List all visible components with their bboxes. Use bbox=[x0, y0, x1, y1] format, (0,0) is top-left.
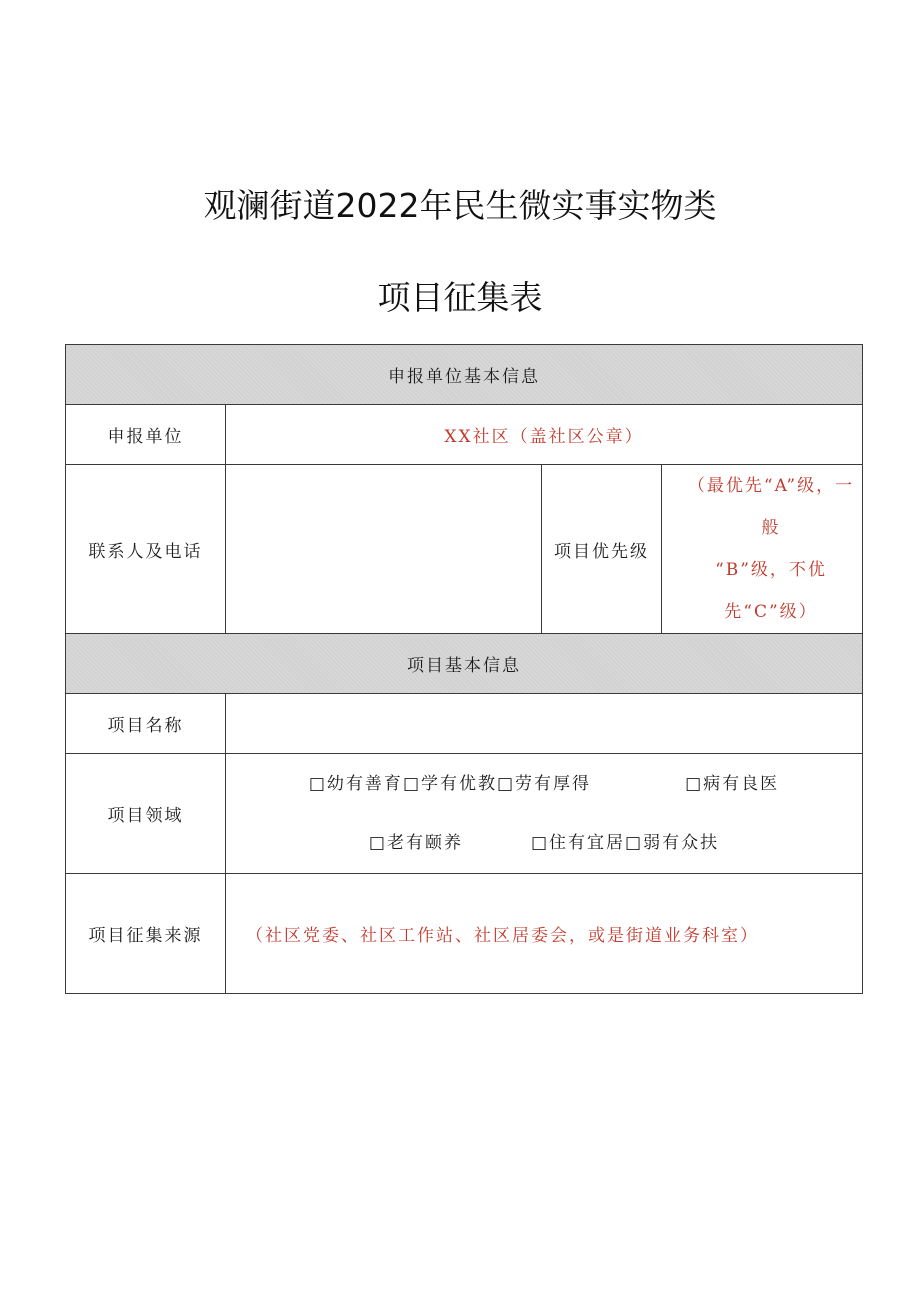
checkbox-option[interactable]: □住有宜居 bbox=[530, 832, 626, 853]
priority-note[interactable] bbox=[662, 465, 863, 634]
project-domain-options bbox=[226, 754, 863, 874]
unit-value[interactable]: XX社区（盖社区公章） bbox=[226, 405, 863, 465]
contact-label: 联系人及电话 bbox=[66, 465, 226, 634]
project-form-table bbox=[65, 344, 863, 994]
checkbox-option[interactable]: □幼有善育 bbox=[308, 773, 403, 794]
form-title-line2: 项目征集表 bbox=[377, 278, 543, 317]
section-header-applicant: 申报单位基本信息 bbox=[66, 345, 863, 405]
project-name-value[interactable] bbox=[226, 694, 863, 754]
priority-label: 项目优先级 bbox=[542, 465, 662, 634]
project-name-label: 项目名称 bbox=[66, 694, 226, 754]
checkbox-option[interactable]: □劳有厚得 bbox=[497, 773, 592, 794]
unit-label: 申报单位 bbox=[66, 405, 226, 465]
checkbox-option[interactable]: □病有良医 bbox=[685, 773, 780, 794]
checkbox-option[interactable]: □弱有众扶 bbox=[625, 832, 720, 853]
priority-note-line1: （最优先“A”级，一般 bbox=[687, 476, 855, 538]
project-source-value[interactable]: （社区党委、社区工作站、社区居委会，或是街道业务科室） bbox=[226, 874, 863, 994]
section-header-project: 项目基本信息 bbox=[66, 634, 863, 694]
contact-value[interactable] bbox=[226, 465, 542, 634]
project-source-label: 项目征集来源 bbox=[66, 874, 226, 994]
form-title-line1: 观澜街道2022年民生微实事实物类 bbox=[203, 186, 717, 225]
priority-note-line2: “B”级，不优先“C”级） bbox=[715, 560, 827, 622]
project-domain-label: 项目领域 bbox=[66, 754, 226, 874]
checkbox-option[interactable]: □老有颐养 bbox=[368, 832, 463, 853]
checkbox-option[interactable]: □学有优教 bbox=[402, 773, 497, 794]
